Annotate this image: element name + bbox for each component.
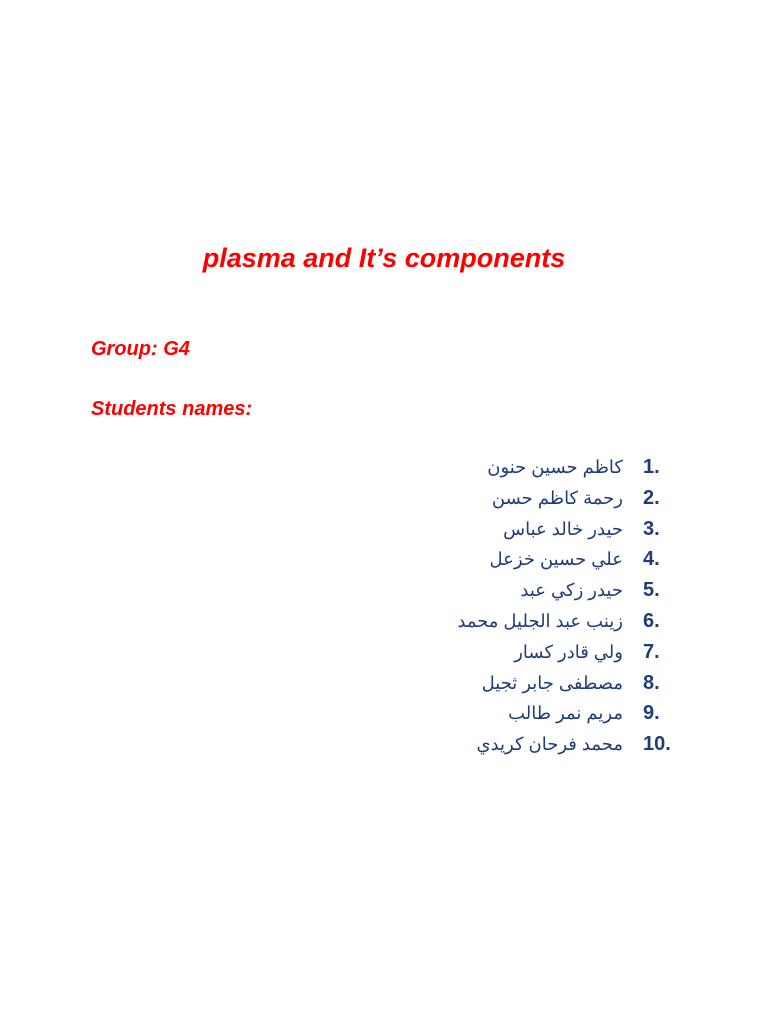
list-item: [400, 481, 680, 512]
list-item-number: 8.: [643, 671, 660, 694]
list-item: [400, 573, 680, 604]
list-item-number: 2.: [643, 486, 660, 509]
list-item-name: مريم نمر طالب: [508, 703, 623, 724]
list-item-number: 7.: [643, 640, 660, 663]
list-item-number: 10.: [643, 733, 671, 756]
list-item-name: علي حسين خزعل: [489, 549, 623, 570]
document-title: plasma and It’s components: [202, 243, 566, 273]
list-item-name: كاظم حسين حنون: [487, 457, 623, 477]
students-names-heading: Students names:: [91, 398, 253, 420]
list-item: [400, 542, 680, 573]
students-list: [400, 450, 680, 758]
list-item-number: 5.: [643, 579, 660, 602]
list-item: [400, 727, 680, 758]
group-label: Group: G4: [91, 338, 190, 360]
list-item-name: رحمة كاظم حسن: [491, 487, 623, 508]
list-item-name: حيدر زكي عبد: [520, 580, 623, 601]
list-item-name: زينب عبد الجليل محمد: [457, 610, 623, 631]
list-item-number: 6.: [643, 609, 660, 632]
list-item: [400, 696, 680, 727]
list-item-name: محمد فرحان كريدي: [476, 734, 623, 755]
list-item: [400, 450, 680, 481]
list-item: [400, 666, 680, 697]
list-item: [400, 635, 680, 666]
list-item-name: مصطفى جابر ثجيل: [481, 672, 623, 693]
list-item-number: 9.: [643, 702, 660, 725]
list-item: [400, 512, 680, 543]
list-item-name: حيدر خالد عباس: [503, 518, 623, 539]
list-item: [400, 604, 680, 635]
list-item-number: 1.: [643, 456, 660, 478]
list-item-number: 4.: [643, 548, 660, 571]
list-item-name: ولي قادر كسار: [514, 641, 623, 662]
list-item-number: 3.: [643, 517, 660, 540]
